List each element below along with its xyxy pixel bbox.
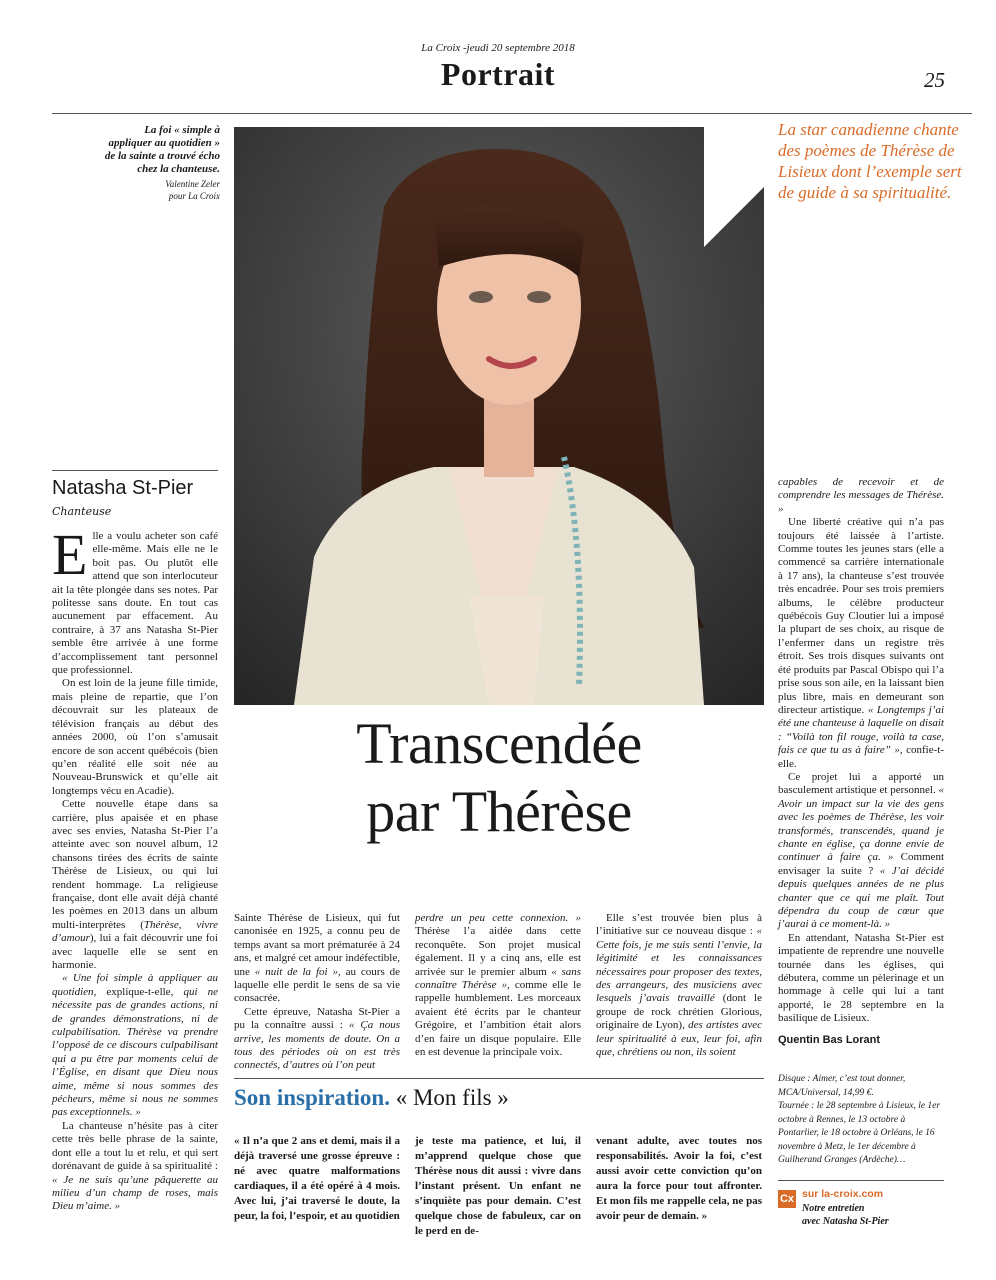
c3-p1-b: Thérèse l’a aidée dans cette reconquête. Son projet musical également. Il y a cinq ans, elle est arrivée sur le premier album bbox=[415, 925, 581, 978]
c2-p1-b: , au cours de laquelle elle perdit le sens de sa vie consacrée. bbox=[234, 965, 401, 1005]
c5-paragraph-1 bbox=[778, 516, 944, 771]
album-info bbox=[778, 1073, 944, 1168]
c4-p1-b: (dont le groupe de rock chrétien Glorious, originaire de Lyon), bbox=[596, 992, 762, 1032]
paragraph-1-text: lle a voulu acheter son café elle-même. Mais elle ne le boit pas. Ou plutôt elle attend que son interlocuteur ait la tête plongée dans ses notes. Par politesse sans doute. En tout cas aucunement par effacement. Au contraire, à 37 ans Natasha St-Pier semble être arrivée à une forme d’accomplissement tant personnel que professionnel. bbox=[52, 530, 218, 677]
p3-a: Cette nouvelle étape dans sa carrière, plus apaisée et en phase avec ses envies, Natasha St-Pier l’a atteinte avec son nouvel album, 12 chansons tirées des écrits de sainte Thérèse de Lisieux, ou qui lui rendent hommage. La religieuse française, dont elle avait déjà chanté les poèmes en 2013 dans un album multi-interprètes ( bbox=[52, 798, 218, 931]
article-column-5 bbox=[778, 476, 944, 1047]
credit-org: pour La Croix bbox=[168, 191, 220, 201]
photo-credit bbox=[100, 178, 220, 202]
c4-p1-quote: « Cette fois, je me suis senti l’envie, la légitimité et les connaissances nécessaires pour proposer des textes, des arrangeurs, des musiciens avec lesquels j’avais travaillé bbox=[596, 925, 762, 1005]
c3-paragraph-1 bbox=[415, 912, 581, 1059]
paragraph-1 bbox=[52, 522, 218, 677]
disque-info: Disque : Aimer, c’est tout donner, MCA/Universal, 14,99 €. bbox=[778, 1074, 906, 1098]
c5-paragraph-0 bbox=[778, 476, 944, 516]
online-label[interactable]: sur la-croix.com bbox=[802, 1188, 884, 1200]
tournee-info: Tournée : le 28 septembre à Lisieux, le 1er octobre à Rennes, le 13 octobre à Pontarlier, le 18 octobre à Orléans, le 16 novembre à Metz, le 1er décembre à Guilherand Granges (Ardèche)… bbox=[778, 1101, 941, 1165]
p3-b: ), lui a fait découvrir une foi avec laquelle elle se sent en harmonie. bbox=[52, 932, 218, 971]
inspiration-kicker: Son inspiration. bbox=[234, 1085, 390, 1110]
c5-paragraph-2 bbox=[778, 771, 944, 932]
caption-quote: « simple à appliquer au quotidien » de la sainte a trouvé écho chez la chanteuse. bbox=[104, 124, 220, 175]
online-description bbox=[802, 1202, 889, 1228]
c5-paragraph-3: En attendant, Natasha St-Pier est impatiente de reprendre une nouvelle tournée dans les églises, qui débutera, comme un pèlerinage et un hommage à celle qui lui a tant apporté, le 28 septembre en la basilique de Lisieux. bbox=[778, 931, 944, 1025]
p4-quote-2: qui ne nécessite pas de grandes actions, ni de grandes démonstrations, ni de culpabilisation. Thérèse va prendre l’opposé de ce discours culpabilisant qui a pu être par moments celui de l’Église, en disant que Dieu nous aime, même si nous sommes des pécheurs, même si nous ne sommes pas exceptionnels. » bbox=[52, 985, 218, 1119]
article-standfirst: La star canadienne chante des poèmes de Thérèse de Lisieux dont l’exemple sert de guide à sa spiritualité. bbox=[778, 120, 962, 202]
c4-p1-a: Elle s’est trouvée bien plus à l’initiative sur ce nouveau disque : bbox=[596, 912, 762, 938]
p4-a: , explique-t-elle, bbox=[93, 985, 184, 998]
subject-role: Chanteuse bbox=[52, 505, 112, 518]
p5-quote: « Je ne suis qu’une pâquerette au milieu d’un champ de roses, mais Dieu m’aime. » bbox=[52, 1173, 218, 1213]
author-signature: Quentin Bas Lorant bbox=[778, 1033, 881, 1046]
photo-caption bbox=[100, 124, 220, 202]
c5-p1-quote: « Longtemps j’ai été une chanteuse à laquelle on disait : “Voilà ton fil rouge, voilà ta case, fais ce que tu as à faire” » bbox=[778, 703, 944, 757]
c2-p1-quote: « nuit de la foi » bbox=[254, 965, 338, 978]
c2-p1-a: Sainte Thérèse de Lisieux, qui fut canonisée en 1925, a connu peu de temps avant sa mort prématurée à 24 ans, et malgré cet amour indéfectible, une bbox=[234, 912, 400, 978]
c5-p1-a: Une liberté créative qui n’a pas toujours été laissée à l’artiste. Comme toutes les jeunes stars (elle a commencé sa carrière internationale à 17 ans), la chanteuse s’est trouvée très encadrée. Pour ses trois premiers albums, le célèbre producteur québécois Guy Cloutier lui a imposé la plupart de ses choix, au risque de l’enfermer dans un registre très étroit. Ses trois disques suivants ont été produits par Pascal Obispo qui l’a prise sous son aile, en la laissant bien plus libre, mais en demeurant son directeur artistique. bbox=[778, 516, 944, 716]
article-column-4 bbox=[596, 912, 762, 1059]
p4-quote-1: « Une foi simple à appliquer au quotidien bbox=[52, 972, 218, 998]
c2-p2-quote: « Ça nous arrive, les moments de doute. On a tous des périodes où on est très connectés, d’autres où l’on peut bbox=[234, 1019, 400, 1072]
caption-lead: La foi bbox=[144, 124, 172, 136]
c5-p1-b: , confie-t-elle. bbox=[778, 744, 944, 770]
headline-line-2: par Thérèse bbox=[366, 779, 632, 844]
portrait-photo bbox=[234, 127, 764, 705]
article-column-2 bbox=[234, 912, 400, 1073]
drop-cap: E bbox=[52, 522, 88, 587]
c5-p0-quote: capables de recevoir et de comprendre les messages de Thérèse. » bbox=[778, 476, 944, 515]
inspiration-column-2: je teste ma patience, et lui, il m’apprend quelque chose que Thérèse nous dit aussi : vivre dans l’instant présent. Un enfant ne s’inquiète pas pour demain. C’est quelque chose de fabuleux, car on le perd en de- bbox=[415, 1135, 581, 1237]
inspiration-title bbox=[234, 1084, 774, 1112]
header-rule bbox=[52, 113, 972, 114]
la-croix-logo-icon: Cx bbox=[778, 1190, 796, 1208]
paragraph-3 bbox=[52, 798, 218, 972]
name-rule bbox=[52, 470, 218, 471]
subject-name: Natasha St-Pier bbox=[52, 477, 194, 499]
c5-p2-quote: « Avoir un impact sur la vie des gens avec les poèmes de Thérèse, les voir transformés, transcendés, quand je chante en église, ça donne envie de continuer à faire ça. » bbox=[778, 784, 944, 864]
c2-paragraph-1 bbox=[234, 912, 400, 1006]
c2-paragraph-2 bbox=[234, 1006, 400, 1073]
inspiration-column-3: venant adulte, avec toutes nos responsabilités. Avoir la foi, c’est aussi avoir cette conviction qu’on aura la force pour tout affronter. Et mon fils me rappelle cela, ne pas avoir peur de demain. » bbox=[596, 1135, 762, 1222]
c4-paragraph-1 bbox=[596, 912, 762, 1059]
c3-p1-quote: perdre un peu cette connexion. » bbox=[415, 912, 581, 924]
p3-album-title: Thérèse, vivre d’amour bbox=[52, 918, 218, 945]
online-desc-2: avec Natasha St-Pier bbox=[802, 1216, 889, 1227]
c3-p1-c: , comme elle le rappelle humblement. Les morceaux avaient été écrits par le chanteur Grégoire, et l’ambition était alors d’en faire un disque populaire. Elle en est devenue la principale voix. bbox=[415, 979, 582, 1059]
c2-p2-a: Cette épreuve, Natasha St-Pier a pu la connaître aussi : bbox=[234, 1005, 400, 1032]
inspiration-column-1: « Il n’a que 2 ans et demi, mais il a déjà traversé une grosse épreuve : né avec quatre malformations cardiaques, il a été opéré à 4 mois. Avec lui, j’ai traversé le doute, la peur, la foi, l’espoir, et au quotidien bbox=[234, 1135, 400, 1222]
article-headline bbox=[234, 710, 764, 846]
c5-p2-quote-2: « J’ai décidé depuis quelques années de ne plus chanter que ce qui me plaît. Tout dépendra du coup de cœur que j’aurai à ce moment-là. » bbox=[778, 864, 944, 931]
headline-line-1: Transcendée bbox=[356, 711, 642, 776]
masthead-date: La Croix -jeudi 20 septembre 2018 bbox=[421, 42, 575, 54]
c3-p1-quote-2: « sans connaître Thérèse » bbox=[415, 965, 582, 992]
c5-p2-a: Ce projet lui a apporté un basculement artistique et personnel. bbox=[778, 770, 944, 797]
paragraph-4 bbox=[52, 972, 218, 1119]
section-title: Portrait bbox=[440, 56, 556, 92]
infos-rule bbox=[778, 1180, 944, 1181]
inspiration-heading: « Mon fils » bbox=[389, 1085, 509, 1110]
page-number: 25 bbox=[924, 68, 945, 92]
p5-a: La chanteuse n’hésite pas à citer cette très belle phrase de la sainte, dont elle a tout lu et relu, et qui sert dorénavant de guide à sa spiritualité : bbox=[52, 1119, 218, 1173]
inspiration-rule bbox=[234, 1078, 764, 1079]
paragraph-5 bbox=[52, 1120, 218, 1214]
article-column-3 bbox=[415, 912, 581, 1059]
paragraph-2: On est loin de la jeune fille timide, mais pleine de repartie, que l’on découvrait sur les plateaux de télévision français au début des années 2000, où l’on s’amusait encore de son accent québécois (bien qu’en réalité elle soit née au Nouveau-Brunswick et qu’elle ait longtemps vécu en Acadie). bbox=[52, 677, 218, 797]
online-desc-1: Notre entretien bbox=[802, 1203, 865, 1214]
credit-name: Valentine Zeler bbox=[165, 179, 220, 189]
article-column-1 bbox=[52, 522, 218, 1214]
c4-p1-quote-2: des artistes avec leur spiritualité à eux, leur foi, afin que, chrétiens ou non, ils soient bbox=[596, 1019, 763, 1059]
c5-p2-b: Comment envisager la suite ? bbox=[778, 851, 944, 877]
